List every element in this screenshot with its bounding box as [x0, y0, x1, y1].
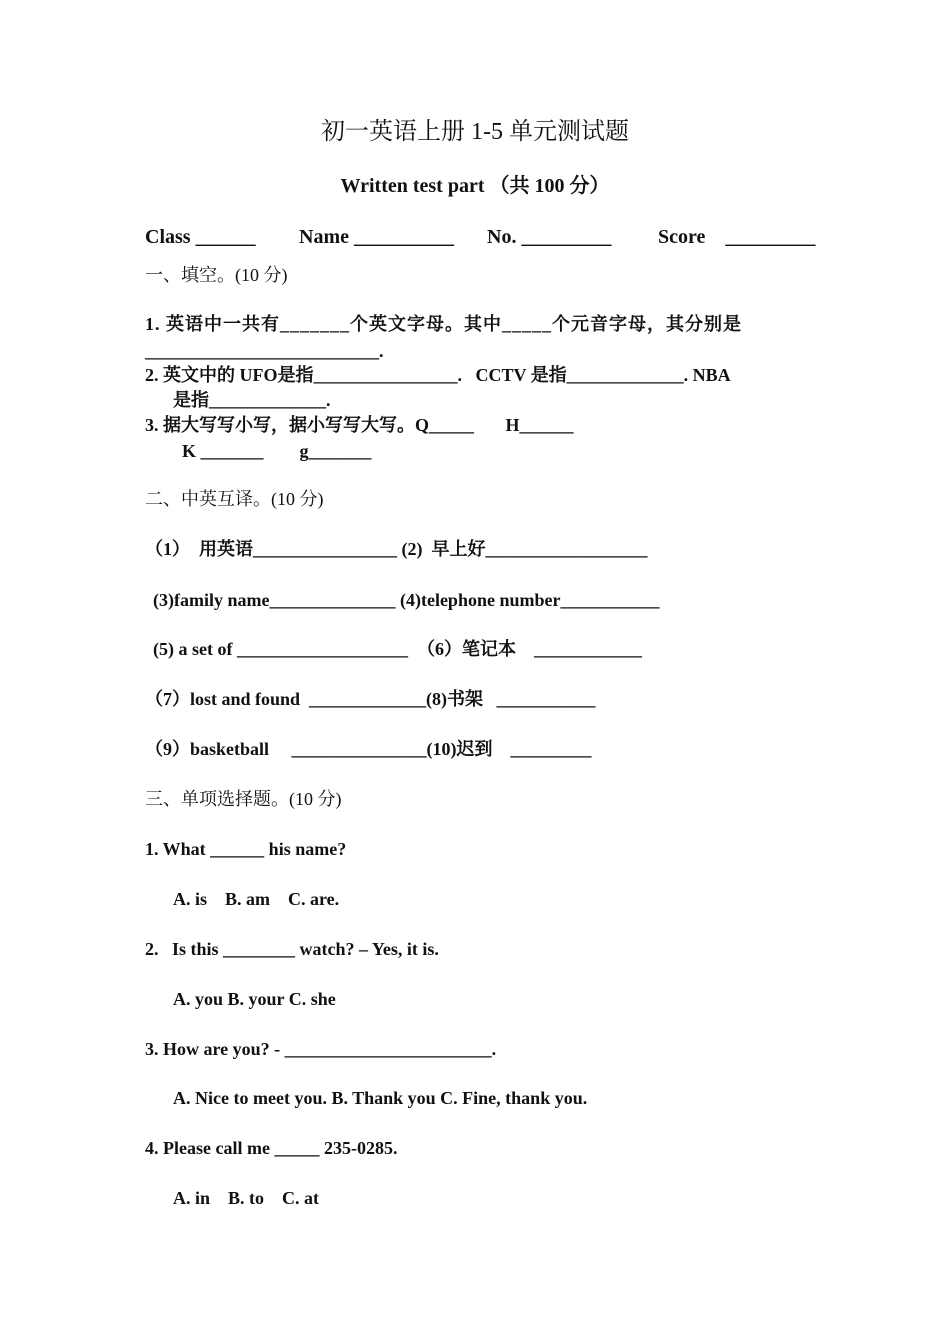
translate-row-1: （1） 用英语________________ (2) 早上好__________________: [145, 539, 648, 559]
translate-row-2: (3)family name______________ (4)telephone number___________: [153, 590, 660, 610]
name-field: Name __________: [299, 226, 454, 248]
q2-line1: 2. 英文中的 UFO是指________________. CCTV 是指_____________. NBA: [145, 365, 731, 385]
page-title: 初一英语上册 1-5 单元测试题: [321, 119, 629, 145]
q1-line1: 1. 英语中一共有_______个英文字母。其中_____个元音字母，其分别是: [145, 314, 742, 334]
choice-q4: 4. Please call me _____ 235-0285.: [145, 1138, 398, 1158]
translate-row-3: (5) a set of ___________________ （6）笔记本 ____________: [153, 639, 642, 659]
q2-line2: 是指_____________.: [173, 390, 331, 410]
section2-heading: 二、中英互译。(10 分): [145, 489, 324, 509]
q3-line2: K _______ g_______: [182, 441, 372, 461]
section1-heading: 一、填空。(10 分): [145, 265, 288, 285]
translate-row-5: （9）basketball _______________(10)迟到 _________: [145, 739, 592, 759]
score-field: Score _________: [658, 226, 816, 248]
choice-q1-options: A. is B. am C. are.: [173, 889, 340, 909]
choice-q4-options: A. in B. to C. at: [173, 1188, 320, 1208]
choice-q1: 1. What ______ his name?: [145, 839, 347, 859]
class-field: Class ______: [145, 226, 256, 248]
section3-heading: 三、单项选择题。(10 分): [145, 789, 342, 809]
choice-q2-options: A. you B. your C. she: [173, 989, 336, 1009]
q3-line1: 3. 据大写写小写，据小写写大写。Q_____ H______: [145, 415, 574, 435]
page-subtitle: Written test part （共 100 分）: [340, 175, 610, 197]
choice-q3-options: A. Nice to meet you. B. Thank you C. Fine, thank you.: [173, 1088, 588, 1108]
choice-q3: 3. How are you? - _______________________.: [145, 1039, 497, 1059]
q1-line2: __________________________.: [145, 341, 384, 361]
number-field: No. _________: [487, 226, 612, 248]
choice-q2: 2. Is this ________ watch? – Yes, it is.: [145, 939, 439, 959]
translate-row-4: （7）lost and found _____________(8)书架 ___________: [145, 689, 596, 709]
